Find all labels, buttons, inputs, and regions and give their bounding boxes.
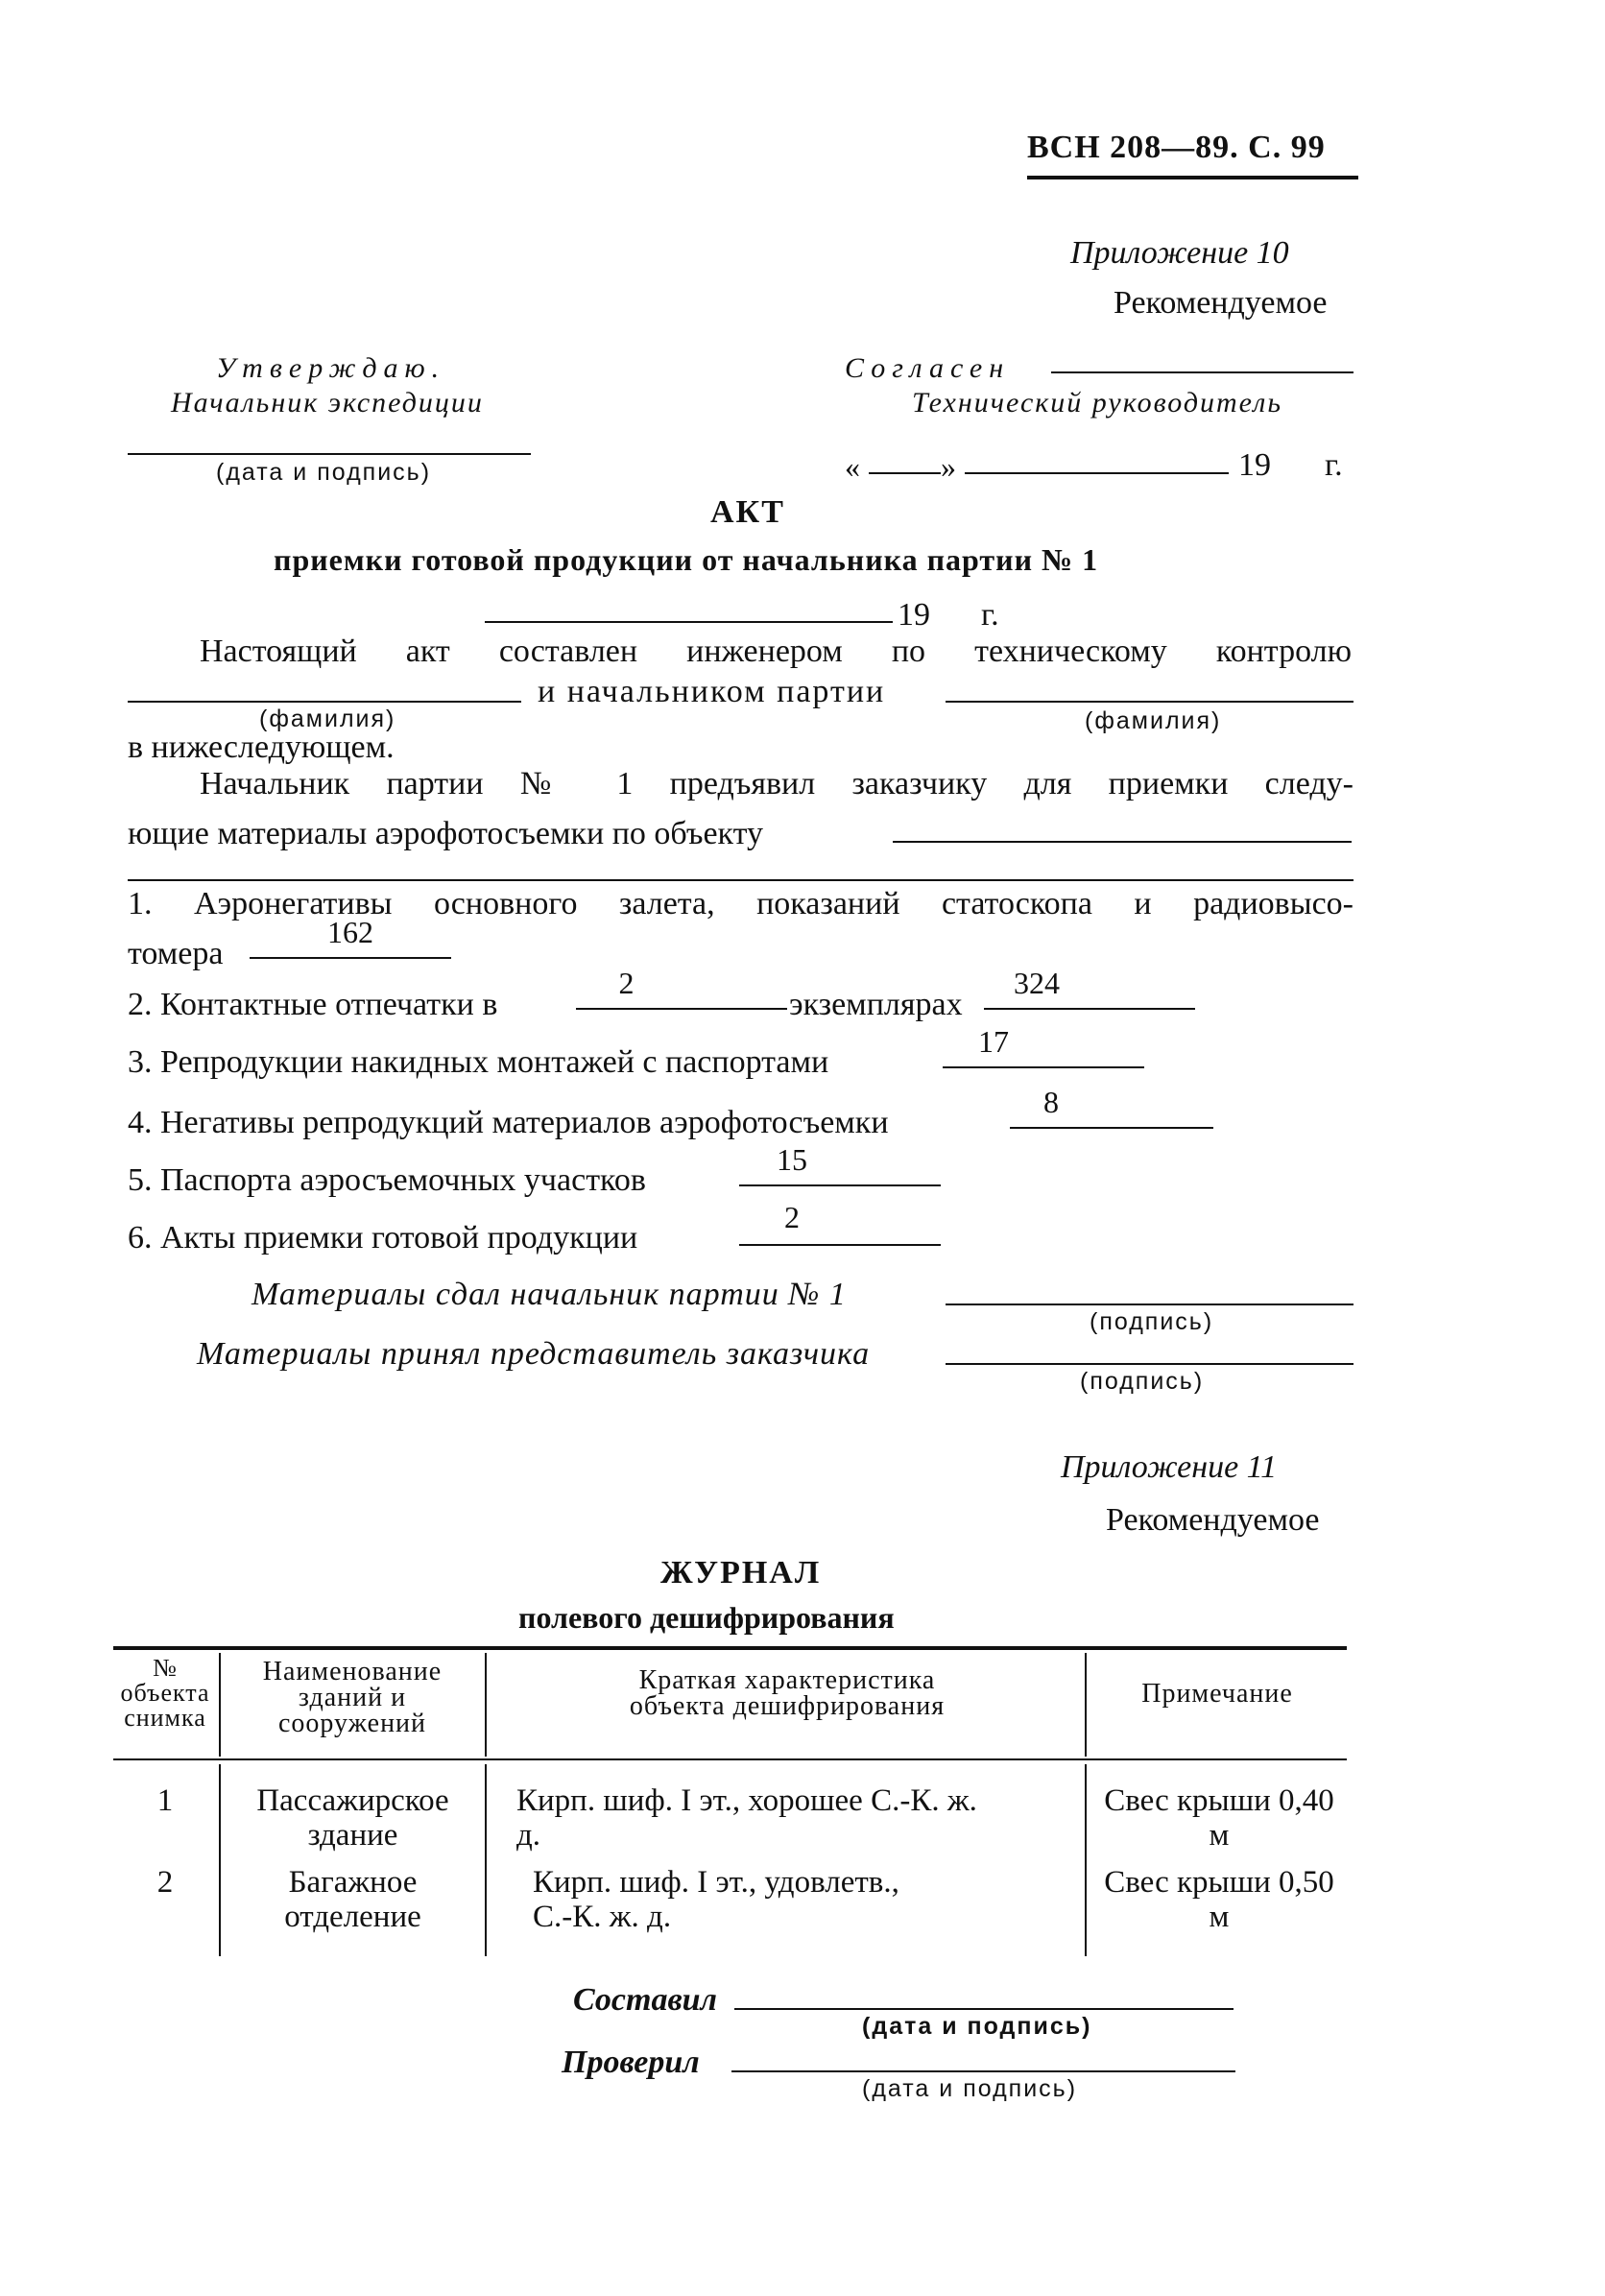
approval-date-month-line — [965, 472, 1229, 474]
checked-caption: (дата и подпись) — [862, 2075, 1078, 2102]
appendix-10-title: Приложение 10 — [1070, 235, 1289, 271]
item-2-line — [576, 1008, 787, 1010]
checked-sign-line — [731, 2070, 1235, 2072]
item-2-text2: экземплярах — [789, 987, 963, 1022]
act-date-year: 19 — [898, 597, 930, 633]
row-2-description: Кирп. шиф. I эт., удовлетв., С.-К. ж. д. — [533, 1865, 899, 1934]
table-vline-1-head — [219, 1653, 221, 1757]
row-2-number: 2 — [156, 1865, 174, 1900]
compiled-sign-line — [734, 2008, 1234, 2010]
act-para1-and: и начальником партии — [538, 674, 886, 709]
col-header-name: Наименование зданий и сооружений — [262, 1657, 443, 1738]
item-5-value: 15 — [777, 1142, 807, 1177]
col-header-number: № объекта снимка — [120, 1654, 210, 1732]
act-para1-line3: в нижеследующем. — [128, 729, 395, 765]
approval-left-title: Утверждаю. — [216, 352, 446, 384]
item-2-value2: 324 — [1014, 966, 1060, 1000]
handed-by-caption: (подпись) — [1090, 1308, 1214, 1335]
row-1-name: Пассажирское здание — [256, 1783, 449, 1853]
journal-title: ЖУРНАЛ — [660, 1555, 822, 1590]
table-vline-3-body — [1085, 1764, 1087, 1956]
handed-by-sign-line — [946, 1303, 1353, 1305]
checked-label: Проверил — [562, 2045, 700, 2080]
row-2-note: Свес крыши 0,50 м — [1104, 1865, 1334, 1934]
table-top-rule — [113, 1646, 1347, 1650]
item-6-value: 2 — [784, 1200, 800, 1234]
item-2-value: 2 — [618, 966, 635, 1000]
item-3-line — [943, 1066, 1144, 1068]
received-by-label: Материалы принял представитель заказчика — [197, 1336, 871, 1372]
appendix-11-title: Приложение 11 — [1061, 1449, 1278, 1485]
act-para2-line2: ющие материалы аэрофотосъемки по объекту — [128, 816, 764, 851]
compiled-label: Составил — [573, 1982, 717, 2018]
approval-left-role: Начальник экспедиции — [171, 387, 484, 419]
header-underline — [1027, 176, 1358, 179]
act-para1-line1: Настоящий акт составлен инженером по техническому контролю — [200, 634, 1352, 669]
item-5-line — [739, 1184, 941, 1186]
received-by-caption: (подпись) — [1080, 1368, 1205, 1395]
item-3-value: 17 — [978, 1024, 1009, 1059]
col-header-description: Краткая характеристика объекта дешифрирования — [629, 1665, 946, 1721]
approval-date-g: г. — [1325, 447, 1343, 483]
approval-date-open-quote: « — [845, 449, 860, 484]
table-vline-1-body — [219, 1764, 221, 1956]
document-code: ВСН 208—89. С. 99 — [1027, 130, 1326, 165]
act-subtitle: приемки готовой продукции от начальника партии № 1 — [274, 542, 1099, 577]
item-4-value: 8 — [1043, 1085, 1059, 1119]
item-1-line — [250, 957, 451, 959]
act-surname-caption-left: (фамилия) — [259, 706, 396, 732]
table-head-rule — [113, 1758, 1347, 1760]
item-2-line2 — [984, 1008, 1195, 1010]
appendix-10-status: Рекомендуемое — [1114, 285, 1328, 321]
item-6-line — [739, 1244, 941, 1246]
act-title: АКТ — [710, 494, 785, 530]
row-1-note: Свес крыши 0,40 м — [1104, 1783, 1334, 1853]
received-by-sign-line — [946, 1363, 1353, 1365]
approval-left-sign-line — [128, 453, 531, 455]
table-vline-2-body — [485, 1764, 487, 1956]
item-1-line1: 1. Аэронегативы основного залета, показаний статоскопа и радиовысо- — [128, 886, 1353, 921]
item-1-value: 162 — [327, 915, 373, 949]
journal-subtitle: полевого дешифрирования — [518, 1600, 895, 1635]
table-vline-2-head — [485, 1653, 487, 1757]
item-2-text: 2. Контактные отпечатки в — [128, 987, 498, 1022]
item-5-text: 5. Паспорта аэросъемочных участков — [128, 1162, 646, 1198]
act-chief-surname-line — [946, 701, 1353, 703]
table-vline-3-head — [1085, 1653, 1087, 1757]
row-2-name: Багажное отделение — [284, 1865, 421, 1934]
item-4-line — [1010, 1127, 1213, 1129]
approval-right-line — [1051, 371, 1353, 373]
act-surname-caption-right: (фамилия) — [1085, 707, 1222, 734]
item-1-text: томера — [128, 936, 224, 971]
handed-by-label: Материалы сдал начальник партии № 1 — [252, 1277, 847, 1312]
act-date-line — [485, 621, 893, 623]
item-4-text: 4. Негативы репродукций материалов аэрофотосъемки — [128, 1105, 889, 1140]
compiled-caption: (дата и подпись) — [862, 2013, 1092, 2040]
appendix-11-status: Рекомендуемое — [1106, 1502, 1320, 1538]
col-header-note: Примечание — [1141, 1679, 1293, 1709]
approval-right-title: Согласен — [845, 352, 1011, 384]
row-1-description: Кирп. шиф. I эт., хорошее С.-К. ж. д. — [516, 1783, 977, 1853]
approval-right-role: Технический руководитель — [912, 387, 1282, 419]
approval-date-close-quote: » — [941, 449, 956, 484]
act-object-line — [893, 841, 1352, 843]
act-object-line-2 — [128, 879, 1353, 881]
approval-date-day-line — [869, 472, 941, 474]
item-6-text: 6. Акты приемки готовой продукции — [128, 1220, 638, 1256]
approval-date-year: 19 — [1238, 447, 1271, 483]
act-date-g: г. — [981, 597, 999, 633]
act-para2-line1: Начальник партии № 1 предъявил заказчику для приемки следу- — [200, 766, 1353, 801]
item-3-text: 3. Репродукции накидных монтажей с паспортами — [128, 1044, 829, 1080]
approval-left-sign-caption: (дата и подпись) — [216, 459, 432, 486]
row-1-number: 1 — [156, 1783, 174, 1818]
act-engineer-surname-line — [128, 701, 521, 703]
